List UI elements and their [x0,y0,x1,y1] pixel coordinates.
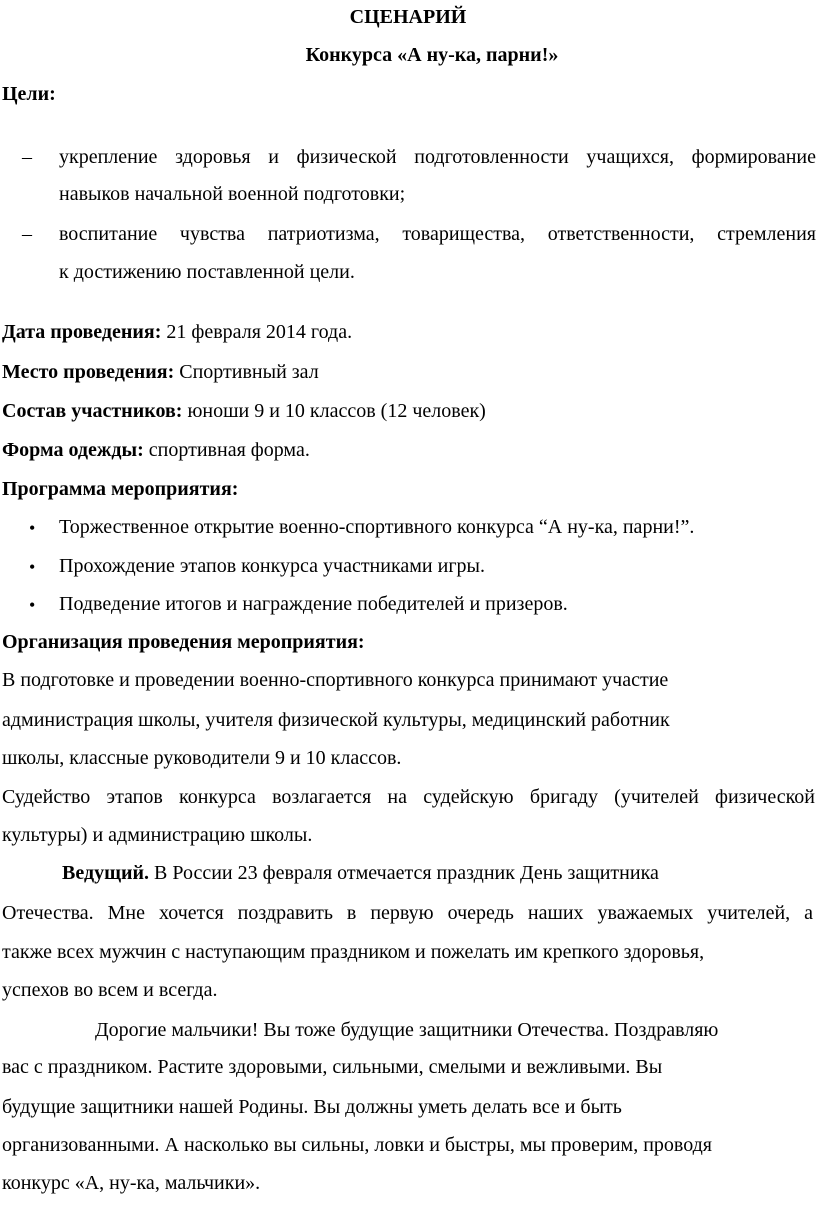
info-value: Спортивный зал [174,361,319,383]
paragraph-line: организованными. А насколько вы сильны, ловки и быстры, мы проверим, проводя [2,1134,712,1156]
goal-line: укрепление здоровья и физической подготовленности учащихся, формирование [59,146,816,168]
info-value: спортивная форма. [143,439,310,461]
info-label: Дата проведения: [2,321,162,343]
paragraph-line: также всех мужчин с наступающим праздником и пожелать им крепкого здоровья, [2,941,705,963]
paragraph-line: В подготовке и проведении военно-спортивного конкурса принимают участие [2,669,669,691]
paragraph-line: успехов во всем и всегда. [2,979,218,1001]
host-label: Ведущий. [62,862,150,884]
paragraph-line: будущие защитники нашей Родины. Вы должны уметь делать все и быть [2,1096,622,1118]
info-date [2,322,352,342]
paragraph-line: Судейство этапов конкурса возлагается на судейскую бригаду (учителей физической [2,786,815,808]
program-item: Торжественное открытие военно-спортивного конкурса “А ну-ка, парни!”. [59,516,695,538]
organization-heading: Организация проведения мероприятия: [2,631,365,653]
host-text: В России 23 февраля отмечается праздник День защитника [149,862,659,884]
goal-line: воспитание чувства патриотизма, товарищества, ответственности, стремления [59,223,816,245]
info-label: Место проведения: [2,361,175,383]
paragraph-line [62,863,659,883]
paragraph-line: вас с праздником. Растите здоровыми, сильными, смелыми и вежливыми. Вы [2,1056,663,1078]
goal-marker: – [22,146,32,168]
program-item: Прохождение этапов конкурса участниками игры. [59,555,485,577]
bullet-icon: • [29,595,36,615]
paragraph-line: Дорогие мальчики! Вы тоже будущие защитники Отечества. Поздравляю [95,1019,719,1041]
paragraph-line: конкурс «А, ну-ка, мальчики». [2,1172,261,1194]
info-dress-code [2,440,310,460]
bullet-icon: • [29,557,36,577]
info-label: Форма одежды: [2,439,144,461]
document-title: СЦЕНАРИЙ [349,6,467,28]
info-value: юноши 9 и 10 классов (12 человек) [182,400,486,422]
goal-marker: – [22,223,32,245]
info-label: Состав участников: [2,400,183,422]
goal-line: навыков начальной военной подготовки; [59,183,406,205]
paragraph-line: школы, классные руководители 9 и 10 классов. [2,747,402,769]
bullet-icon: • [29,518,36,538]
paragraph-line: Отечества. Мне хочется поздравить в первую очередь наших уважаемых учителей, а [2,902,813,924]
goal-line: к достижению поставленной цели. [59,261,355,283]
paragraph-line: администрация школы, учителя физической культуры, медицинский работник [2,709,670,731]
info-participants [2,401,486,421]
info-place [2,362,319,382]
program-item: Подведение итогов и награждение победителей и призеров. [59,593,568,615]
program-heading: Программа мероприятия: [2,478,239,500]
info-value: 21 февраля 2014 года. [161,321,353,343]
goals-heading: Цели: [2,83,56,105]
document-subtitle: Конкурса «А ну-ка, парни!» [305,44,559,66]
paragraph-line: культуры) и администрацию школы. [2,824,313,846]
